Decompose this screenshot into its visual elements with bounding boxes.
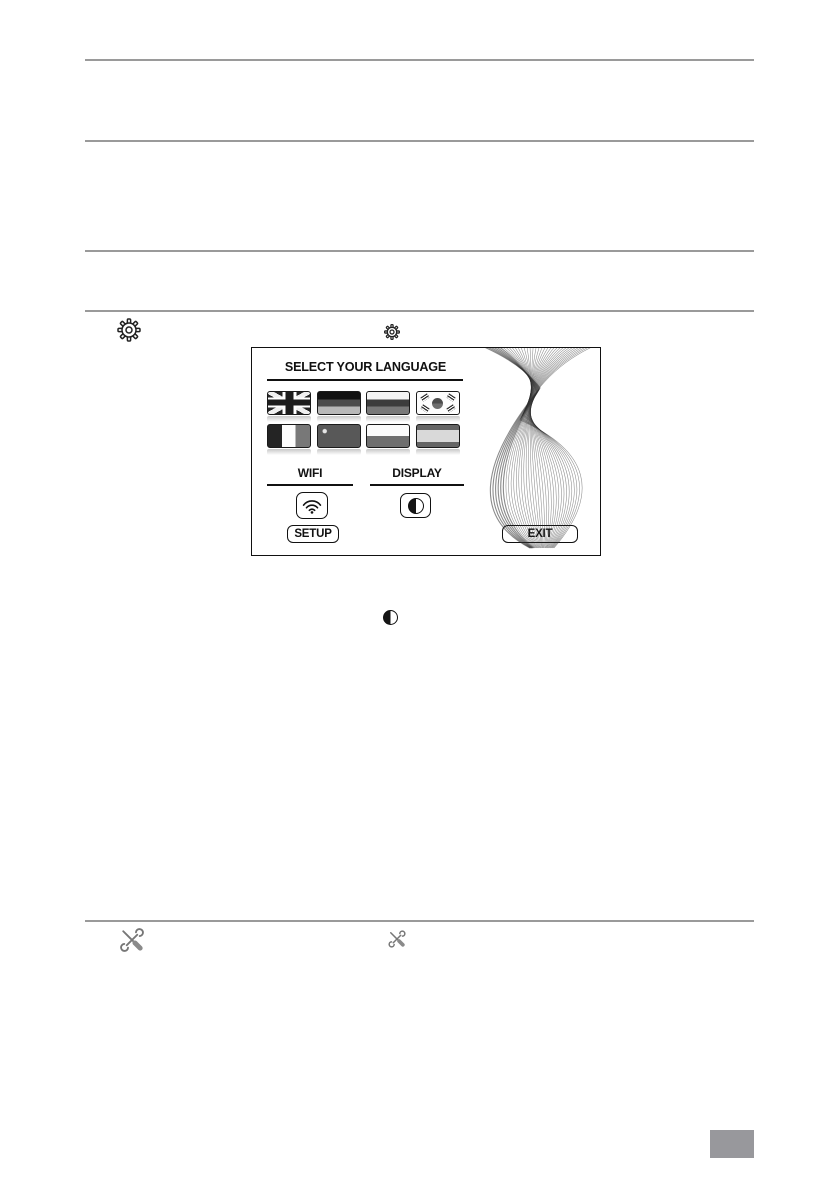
flag-reflection [317, 416, 361, 422]
gear-icon [117, 318, 141, 342]
english-flag-button[interactable] [267, 391, 311, 415]
flag-reflection [267, 416, 311, 422]
contrast-icon [408, 498, 424, 514]
german-flag-button[interactable] [317, 391, 361, 415]
display-label: DISPLAY [392, 466, 442, 480]
korean-flag-button[interactable] [416, 391, 460, 415]
page-number-badge [710, 1130, 754, 1158]
wifi-icon [301, 498, 323, 514]
taegeuk-icon [432, 398, 443, 409]
section-divider [85, 310, 754, 312]
spanish-flag-button[interactable] [416, 424, 460, 448]
flag-reflection [366, 449, 410, 455]
crossed-screwdriver-wrench-icon [387, 929, 407, 949]
crossed-screwdriver-wrench-icon [118, 926, 146, 954]
title-underline [267, 379, 463, 381]
polish-flag-button[interactable] [366, 424, 410, 448]
section-divider [85, 920, 754, 922]
trigram-icon [420, 404, 429, 413]
exit-button[interactable]: EXIT [502, 525, 578, 543]
select-language-title: SELECT YOUR LANGUAGE [284, 359, 447, 374]
trigram-icon [446, 404, 455, 413]
display-contrast-button[interactable] [400, 493, 431, 518]
language-flag-grid [267, 391, 460, 455]
section-divider [85, 250, 754, 252]
setup-button[interactable]: SETUP [287, 525, 339, 543]
display-underline [370, 484, 464, 486]
trigram-icon [420, 393, 429, 402]
device-settings-screenshot [251, 347, 601, 556]
decorative-line-art [474, 348, 600, 555]
section-divider [85, 140, 754, 142]
wifi-label: WIFI [297, 466, 323, 480]
flag-reflection [416, 416, 460, 422]
chinese-flag-button[interactable] [317, 424, 361, 448]
contrast-icon [383, 610, 398, 625]
flag-reflection [416, 449, 460, 455]
flag-reflection [267, 449, 311, 455]
trigram-icon [446, 393, 455, 402]
russian-flag-button[interactable] [366, 391, 410, 415]
flag-reflection [317, 449, 361, 455]
flag-reflection [366, 416, 410, 422]
gear-icon [384, 324, 400, 340]
french-flag-button[interactable] [267, 424, 311, 448]
wifi-underline [267, 484, 353, 486]
wifi-setup-button[interactable] [296, 492, 328, 519]
section-divider [85, 59, 754, 61]
